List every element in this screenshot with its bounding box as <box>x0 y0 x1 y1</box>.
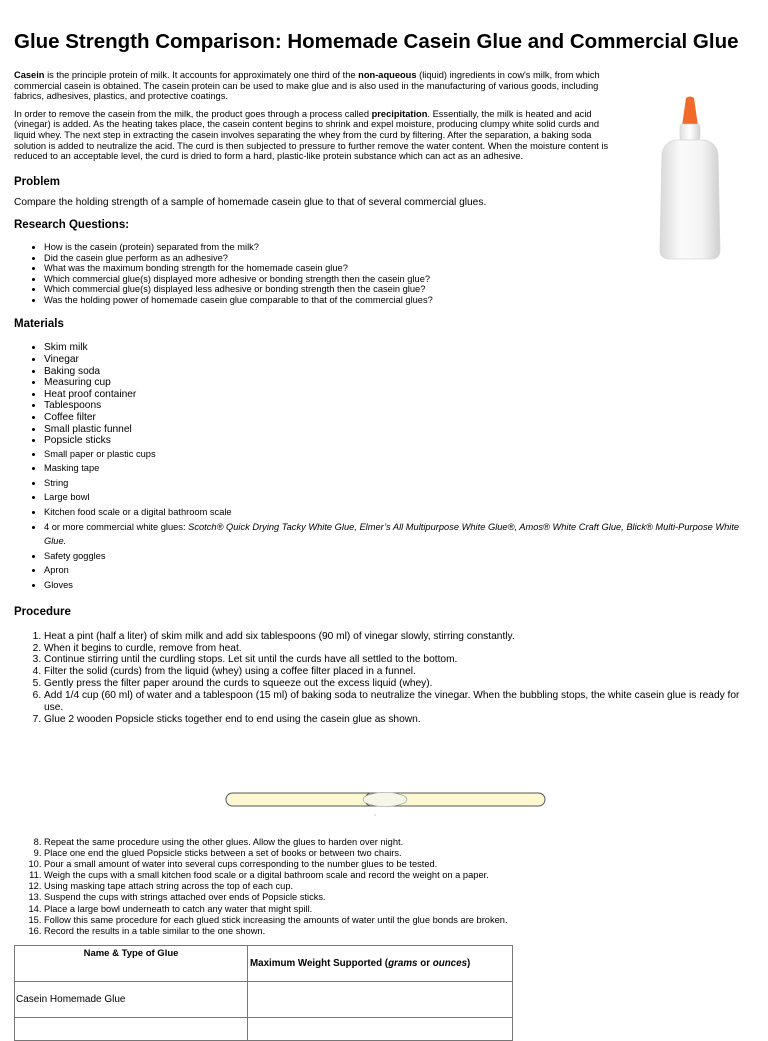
glued-popsicle-sticks-diagram <box>225 790 547 820</box>
intro-paragraph-1: Casein is the principle protein of milk. It accounts for approximately one third of the non-aqueous (liquid) ingredients in cow's milk, from which commercial casein is obtained. The casein protein can be used to make glue and is also used in the manufacturing of various goods, including fabrics, adhesives, plastics, and protective coatings. <box>14 70 600 102</box>
list-item: 9. Place one end the glued Popsicle sticks between a set of books or between two chairs. <box>44 848 759 859</box>
list-item: • What was the maximum bonding strength for the homemade casein glue? <box>44 263 754 274</box>
list-item: 7. Glue 2 wooden Popsicle sticks together end to end using the casein glue as shown. <box>44 714 759 726</box>
document-page <box>14 0 754 726</box>
term-precipitation: precipitation <box>371 108 428 119</box>
results-table <box>14 945 513 1041</box>
materials-list <box>14 342 754 592</box>
list-item: 14. Place a large bowl underneath to catch any water that might spill. <box>44 904 759 915</box>
procedure-steps <box>14 631 759 726</box>
problem-heading: Problem <box>14 175 61 188</box>
list-item: 2. When it begins to curdle, remove from heat. <box>44 643 759 655</box>
list-item: • Masking tape <box>44 461 754 476</box>
list-item: • Small plastic funnel <box>44 424 754 436</box>
list-item: • Heat proof container <box>44 389 754 401</box>
list-item: • Safety goggles <box>44 549 754 564</box>
list-item: • Popsicle sticks <box>44 435 754 447</box>
list-item: • Tablespoons <box>44 400 754 412</box>
list-item: 4. Filter the solid (curds) from the liquid (whey) using a coffee filter placed in a funnel. <box>44 666 759 678</box>
list-item: • Apron <box>44 563 754 578</box>
table-header: Name & Type of Glue <box>15 946 248 982</box>
list-item: 3. Continue stirring until the curdling stops. Let sit until the curds have all settled to the bottom. <box>44 654 759 666</box>
glue-bottle-icon <box>652 96 728 260</box>
table-header-row <box>15 946 513 982</box>
table-row <box>15 1018 513 1041</box>
research-heading: Research Questions: <box>14 219 130 232</box>
term-casein: Casein <box>14 70 45 80</box>
table-cell: Casein Homemade Glue <box>15 982 248 1018</box>
table-cell <box>248 982 513 1018</box>
list-item: 5. Gently press the filter paper around the curds to squeeze out the excess liquid (whey). <box>44 678 759 690</box>
list-item: • How is the casein (protein) separated from the milk? <box>44 242 754 253</box>
list-item: 8. Repeat the same procedure using the other glues. Allow the glues to harden over night. <box>44 837 759 848</box>
list-item: 15. Follow this same procedure for each glued stick increasing the amounts of water until the glue bonds are broken. <box>44 915 759 926</box>
list-item: 12. Using masking tape attach string across the top of each cup. <box>44 881 759 892</box>
list-item: • Did the casein glue perform as an adhesive? <box>44 253 754 264</box>
list-item: 16. Record the results in a table similar to the one shown. <box>44 926 759 937</box>
problem-text: Compare the holding strength of a sample of homemade casein glue to that of several commercial glues. <box>14 196 487 208</box>
list-item: • Which commercial glue(s) displayed less adhesive or bonding strength then the casein glue? <box>44 284 754 295</box>
list-item: • Large bowl <box>44 490 754 505</box>
list-item: 6. Add 1/4 cup (60 ml) of water and a tablespoon (15 ml) of baking soda to neutralize the vinegar. When the bubbling stops, the white casein glue is ready for use. <box>44 690 759 714</box>
list-item: • Kitchen food scale or a digital bathroom scale <box>44 505 754 520</box>
list-item: • Baking soda <box>44 366 754 378</box>
list-item: • Which commercial glue(s) displayed more adhesive or bonding strength then the casein glue? <box>44 274 754 285</box>
list-item: • Coffee filter <box>44 412 754 424</box>
list-item: • 4 or more commercial white glues: Scotch® Quick Drying Tacky White Glue, Elmer’s All Multipurpose White Glue®, Amos® White Craft Glue, Blick® Multi-Purpose White Glue. <box>44 520 744 549</box>
list-item: 13. Suspend the cups with strings attached over ends of Popsicle sticks. <box>44 892 759 903</box>
page-title: Glue Strength Comparison: Homemade Casein Glue and Commercial Glue <box>14 30 739 53</box>
procedure-steps-continued <box>14 837 759 937</box>
table-cell <box>248 1018 513 1041</box>
list-item: • Vinegar <box>44 354 754 366</box>
list-item: • Small paper or plastic cups <box>44 447 754 462</box>
list-item: • Measuring cup <box>44 377 754 389</box>
table-header: Maximum Weight Supported (grams or ounces) <box>248 946 513 982</box>
list-item: 1. Heat a pint (half a liter) of skim milk and add six tablespoons (90 ml) of vinegar slowly, stirring constantly. <box>44 631 759 643</box>
list-item: • Skim milk <box>44 342 754 354</box>
intro-paragraph-2: In order to remove the casein from the milk, the product goes through a process called precipitation. Essentially, the milk is heated and acid (vinegar) is added. As the heating takes place, the casein content begins to shrink and expel moisture, producing clumpy white solid curds and liquid whey. The next step in extracting the casein involves separating the whey from the curd by filtering. After the separation, a baking soda solution is added to neutralize the acid. The curd is then subjected to pressure to further remove the water content. When the moisture content is reduced to an acceptable level, the curd is dried to form a hard, plastic-like protein substance which can act as an adhesive. <box>14 108 609 162</box>
table-cell <box>15 1018 248 1041</box>
procedure-heading: Procedure <box>14 605 71 618</box>
research-questions-list <box>14 242 754 305</box>
materials-heading: Materials <box>14 318 64 331</box>
table-row <box>15 982 513 1018</box>
list-item: • Was the holding power of homemade casein glue comparable to that of the commercial glues? <box>44 295 754 306</box>
term-non-aqueous: non-aqueous <box>358 70 417 80</box>
list-item: 10. Pour a small amount of water into several cups corresponding to the number glues to be tested. <box>44 859 759 870</box>
list-item: • String <box>44 476 754 491</box>
list-item: 11. Weigh the cups with a small kitchen food scale or a digital bathroom scale and record the weight on a paper. <box>44 870 759 881</box>
list-item: • Gloves <box>44 578 754 593</box>
